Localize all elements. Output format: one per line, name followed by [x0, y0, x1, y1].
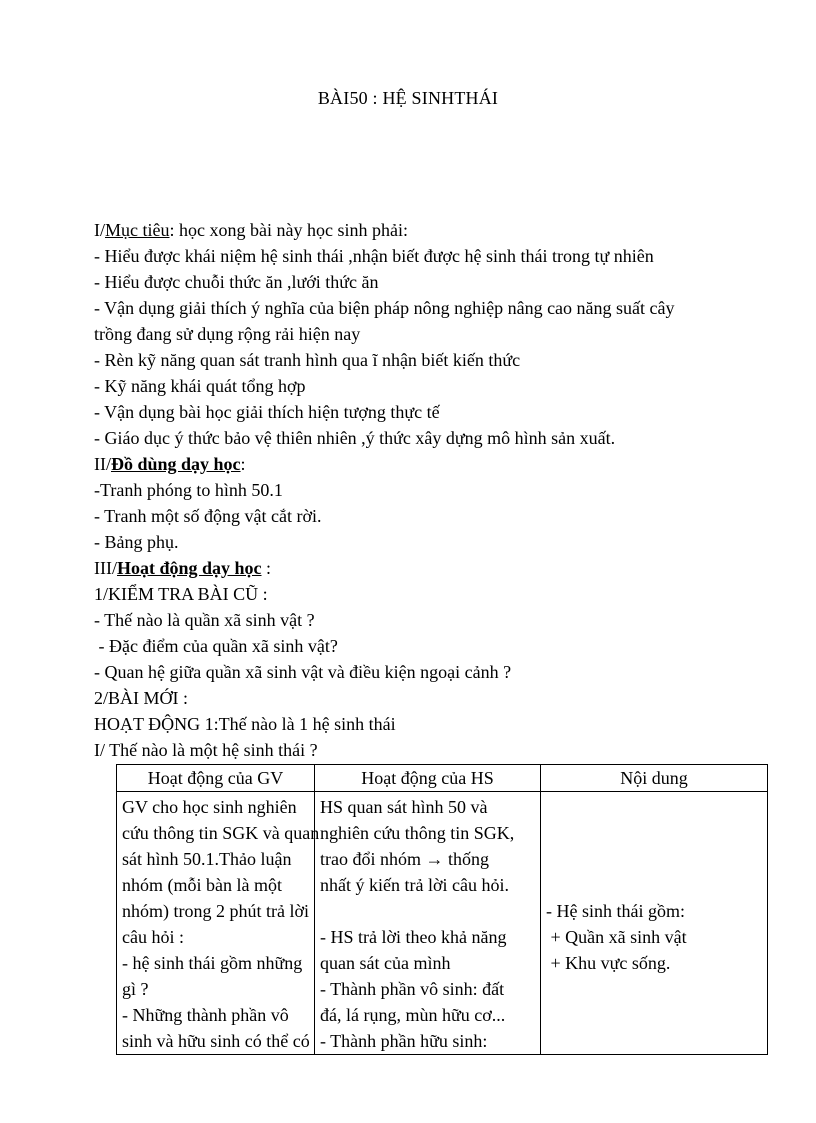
cell-line: - Thành phần vô sinh: đất [320, 979, 505, 999]
cell-line: quan sát của mình [320, 953, 451, 973]
text-line: I/ Thế nào là một hệ sinh thái ? [94, 740, 318, 760]
section-prefix: II/ [94, 454, 111, 474]
text-line: 1/KIỂM TRA BÀI CŨ : [94, 584, 268, 604]
text-line: - Quan hệ giữa quần xã sinh vật và điều kiện ngoại cảnh ? [94, 662, 512, 682]
section-suffix: : [240, 454, 246, 474]
text-line: - Đặc điểm của quần xã sinh vật? [94, 636, 338, 656]
cell-line: đá, lá rụng, mùn hữu cơ... [320, 1005, 506, 1025]
cell-line: nhất ý kiến trả lời câu hỏi. [320, 875, 509, 895]
cell-line: nghiên cứu thông tin SGK, [320, 823, 515, 843]
cell-line [320, 898, 536, 924]
list-item: - Bảng phụ. [94, 532, 179, 552]
column-header-gv: Hoạt động của GV [117, 765, 315, 792]
cell-line: + Khu vực sống. [546, 953, 671, 973]
section-suffix: : [261, 558, 272, 578]
section-3-heading [94, 555, 754, 581]
list-item: -Tranh phóng to hình 50.1 [94, 480, 283, 500]
list-item: - Giáo dục ý thức bảo vệ thiên nhiên ,ý thức xây dựng mô hình sản xuất. [94, 428, 616, 448]
table-row [117, 792, 768, 1055]
list-item: - Rèn kỹ năng quan sát tranh hình qua ĩ nhận biết kiến thức [94, 350, 521, 370]
section-prefix: I/ [94, 220, 105, 240]
cell-line: - Hệ sinh thái gồm: [546, 901, 685, 921]
text-line: - Thế nào là quần xã sinh vật ? [94, 610, 315, 630]
page-title: BÀI50 : HỆ SINHTHÁI [317, 88, 499, 108]
cell-line: HS quan sát hình 50 và [320, 797, 488, 817]
column-header-hs: Hoạt động của HS [315, 765, 541, 792]
hs-cell [315, 792, 541, 1055]
section-heading-text: Mục tiêu [105, 220, 170, 240]
section-prefix: III/ [94, 558, 117, 578]
activity-table [116, 764, 768, 1055]
cell-line: sát hình 50.1.Thảo luận [122, 849, 292, 869]
cell-line: - Những thành phần vô [122, 1005, 289, 1025]
cell-line: nhóm) trong 2 phút trả lời [122, 901, 309, 921]
section-heading-text: Đồ dùng dạy học [111, 454, 241, 474]
cell-line: - hệ sinh thái gồm những [122, 953, 303, 973]
section-2-heading [94, 451, 754, 477]
cell-line: sinh và hữu sinh có thể có [122, 1031, 310, 1051]
gv-cell [117, 792, 320, 1055]
list-item: - Tranh một số động vật cắt rời. [94, 506, 322, 526]
cell-line [546, 846, 763, 872]
document-body [94, 217, 754, 763]
text-line: HOẠT ĐỘNG 1:Thế nào là 1 hệ sinh thái [94, 714, 396, 734]
cell-line: GV cho học sinh nghiên [122, 797, 297, 817]
cell-line: câu hỏi : [122, 927, 184, 947]
cell-line: - HS trả lời theo khả năng [320, 927, 507, 947]
cell-line: - Thành phần hữu sinh: [320, 1031, 488, 1051]
list-item: - Vận dụng bài học giải thích hiện tượng thực tế [94, 402, 440, 422]
cell-line [546, 872, 763, 898]
list-item: trồng đang sử dụng rộng rải hiện nay [94, 324, 361, 344]
cell-line: cứu thông tin SGK và quan [122, 823, 320, 843]
cell-line [546, 820, 763, 846]
list-item: - Vận dụng giải thích ý nghĩa của biện pháp nông nghiệp nâng cao năng suất cây [94, 298, 675, 318]
section-heading-text: Hoạt động dạy học [116, 558, 262, 578]
section-1-heading [94, 217, 754, 243]
list-item: - Hiểu được chuỗi thức ăn ,lưới thức ăn [94, 272, 379, 292]
cell-line [546, 794, 763, 820]
cell-line: + Quần xã sinh vật [546, 927, 687, 947]
section-suffix: : học xong bài này học sinh phải: [169, 220, 408, 240]
list-item: - Kỹ năng khái quát tổng hợp [94, 376, 306, 396]
table-header-row [117, 765, 768, 792]
cell-line: trao đổi nhóm → thống [320, 849, 489, 869]
column-header-content: Nội dung [541, 765, 768, 792]
list-item: - Hiểu được khái niệm hệ sinh thái ,nhận biết được hệ sinh thái trong tự nhiên [94, 246, 654, 266]
cell-line: nhóm (mỗi bàn là một [122, 875, 282, 895]
cell-line: gì ? [122, 979, 149, 999]
content-cell [541, 792, 768, 1055]
text-line: 2/BÀI MỚI : [94, 688, 188, 708]
